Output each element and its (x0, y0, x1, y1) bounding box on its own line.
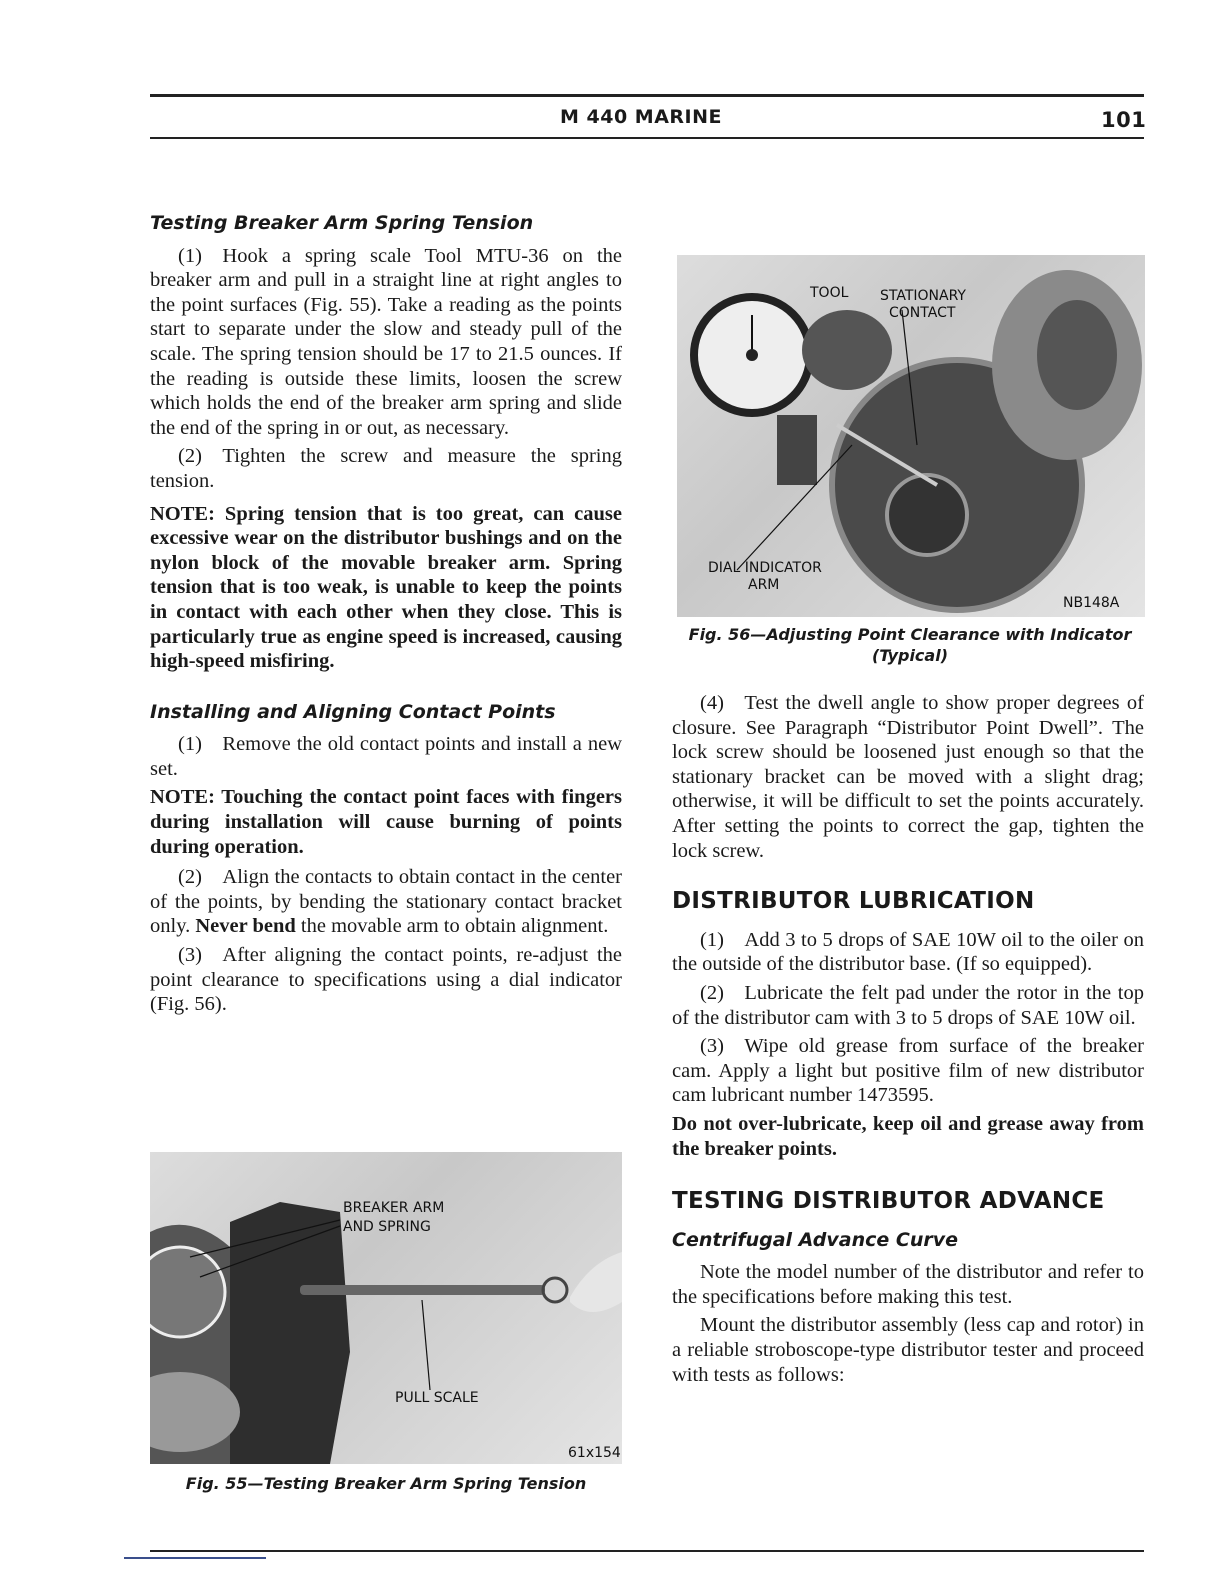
text: the movable arm to obtain alignment. (295, 915, 609, 938)
label-and-spring: AND SPRING (343, 1219, 431, 1235)
label-breaker-arm: BREAKER ARM (343, 1200, 445, 1216)
paragraph: (1) Add 3 to 5 drops of SAE 10W oil to the oiler on the outside of the distributor base. (If so equipped). (672, 928, 1144, 976)
figure-code: NB148A (1063, 595, 1120, 611)
label-arm: ARM (748, 577, 780, 593)
header-bottom-rule (150, 137, 1144, 139)
footer-rule (150, 1550, 1144, 1552)
figure-55-caption: Fig. 55—Testing Breaker Arm Spring Tension (185, 1474, 587, 1493)
caption-line: Fig. 56—Adjusting Point Clearance with Indicator (688, 625, 1132, 644)
paragraph: (3) Wipe old grease from surface of the breaker cam. Apply a light but positive film of new distributor cam lubricant number 1473595. (672, 1035, 1144, 1107)
page-title: M 440 MARINE (560, 106, 722, 128)
header-top-rule (150, 94, 1144, 97)
label-stationary: STATIONARY (880, 288, 966, 304)
label-tool: TOOL (810, 285, 849, 301)
emphasis: Never bend (195, 915, 296, 938)
heading-testing-breaker-arm: Testing Breaker Arm Spring Tension (150, 212, 534, 234)
paragraph (150, 865, 622, 939)
figure-56-caption (672, 624, 1148, 666)
right-column (672, 691, 1144, 1391)
heading-installing-contact-points: Installing and Aligning Contact Points (150, 700, 556, 723)
figure-code: 61x154 (568, 1445, 621, 1461)
label-contact: CONTACT (889, 305, 956, 321)
caption-line: (Typical) (871, 646, 949, 665)
heading-centrifugal-advance: Centrifugal Advance Curve (672, 1228, 958, 1251)
paragraph: Mount the distributor assembly (less cap and rotor) in a reliable stroboscope-type distributor tester and proceed with tests as follows: (672, 1314, 1144, 1386)
note: NOTE: Spring tension that is too great, can cause excessive wear on the distributor bushings and on the nylon block of the movable breaker arm. Spring tension that is too weak, is unable to keep the points in contact with each other when they close. This is particularly true as engine speed is increased, causing high-speed misfiring. (150, 502, 622, 673)
paragraph: Note the model number of the distributor and refer to the specifications before making this test. (672, 1261, 1144, 1308)
label-dial-indicator: DIAL INDICATOR (708, 560, 822, 576)
note: NOTE: Touching the contact point faces with fingers during installation will cause burning of points during operation. (150, 786, 622, 858)
distributor-illustration (150, 1152, 622, 1464)
figure-55-photo (150, 1152, 622, 1464)
footer-accent-rule (124, 1557, 266, 1559)
figure-56-photo (677, 255, 1145, 617)
page-number: 101 (1101, 108, 1147, 132)
paragraph: (1) Remove the old contact points and install a new set. (150, 733, 622, 780)
paragraph: (4) Test the dwell angle to show proper degrees of closure. See Paragraph “Distributor Point Dwell”. The lock screw should be loosened just enough so that the stationary bracket can be moved with a slight drag; otherwise, it will be difficult to set the points accurately. After setting the points to correct the gap, tighten the lock screw. (672, 692, 1144, 862)
label-pull-scale: PULL SCALE (395, 1390, 479, 1406)
paragraph: (2) Lubricate the felt pad under the rotor in the top of the distributor cam with 3 to 5 drops of SAE 10W oil. (672, 981, 1144, 1029)
paragraph: (2) Tighten the screw and measure the spring tension. (150, 445, 622, 492)
paragraph: (3) After aligning the contact points, re-adjust the point clearance to specifications using a dial indicator (Fig. 56). (150, 944, 622, 1016)
text: (2) Align the contacts to obtain contact in the center of the points, by bending the stationary contact bracket only. (150, 866, 622, 938)
section-distributor-lubrication: DISTRIBUTOR LUBRICATION (672, 888, 1035, 915)
left-column (150, 211, 622, 1021)
note: Do not over-lubricate, keep oil and grease away from the breaker points. (672, 1112, 1144, 1160)
section-testing-distributor-advance: TESTING DISTRIBUTOR ADVANCE (672, 1188, 1105, 1215)
paragraph: (1) Hook a spring scale Tool MTU-36 on the breaker arm and pull in a straight line at right angles to the point surfaces (Fig. 55). Take a reading as the points start to separate under the slow and steady pull of the scale. The spring tension should be 17 to 21.5 ounces. If the reading is outside these limits, loosen the screw which holds the end of the breaker arm spring and slide the end of the spring in or out, as necessary. (150, 244, 622, 439)
